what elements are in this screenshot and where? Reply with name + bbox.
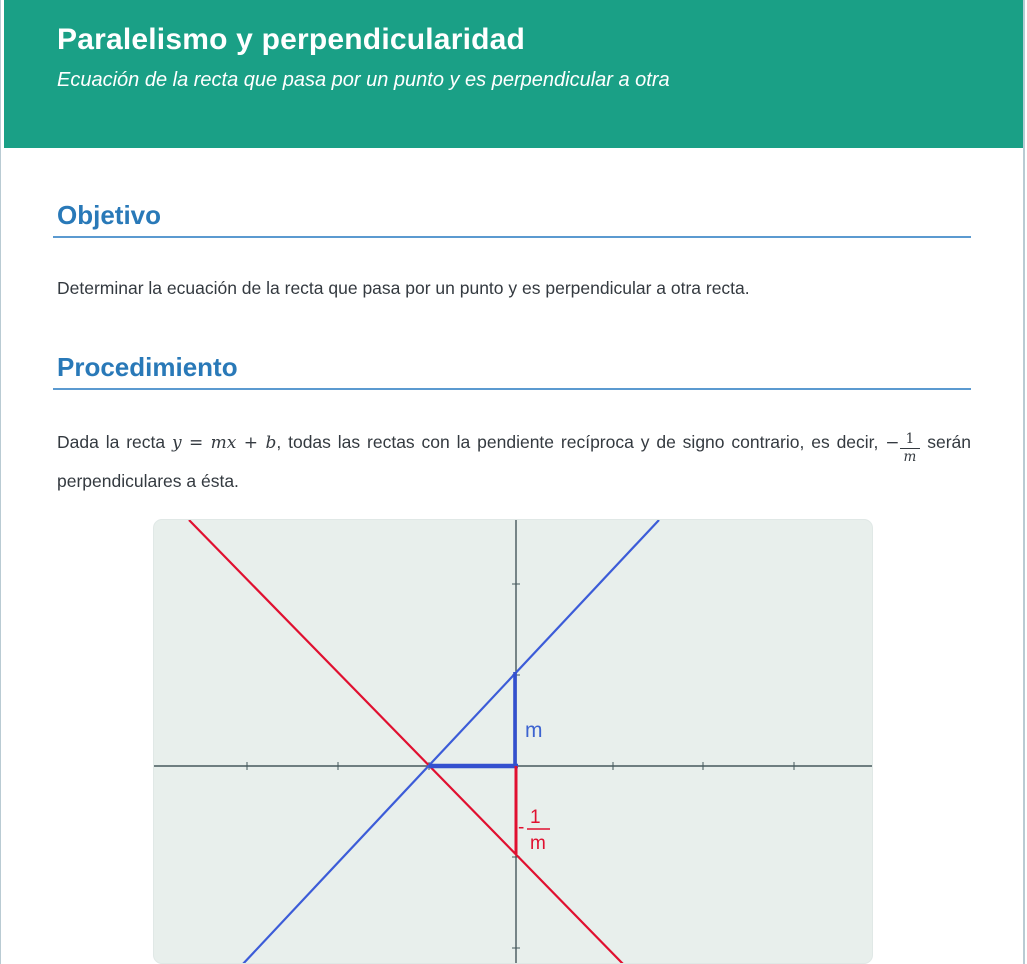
page-right-border (1023, 0, 1025, 964)
procedimiento-text-after: serán perpendiculares a ésta. (57, 432, 971, 491)
fraction-denominator: m (903, 449, 917, 465)
heading-underline-objetivo (53, 236, 971, 238)
objetivo-paragraph: Determinar la ecuación de la recta que pasa por un punto y es perpendicular a otra recta. (57, 278, 750, 298)
page-title: Paralelismo y perpendicularidad (57, 23, 526, 56)
inline-math-equation: y = mx + b (172, 433, 277, 453)
header-banner (4, 0, 1023, 148)
page-subtitle: Ecuación de la recta que pasa por un punto y es perpendicular a otra (57, 69, 670, 91)
fraction-numerator: 1 (900, 432, 921, 449)
red-minus-sign: - (518, 817, 525, 838)
red-fraction-numerator: 1 (530, 807, 541, 828)
section-heading-procedimiento: Procedimiento (57, 352, 238, 382)
inline-math-minus: − (885, 433, 900, 453)
section-heading-objetivo: Objetivo (57, 200, 162, 230)
blue-slope-line (242, 520, 659, 964)
inline-math-fraction (900, 432, 921, 464)
figure-perpendicular-lines (153, 519, 873, 964)
page-left-border (0, 0, 1, 964)
blue-slope-label: m (525, 719, 543, 742)
red-fraction-denominator: m (530, 833, 546, 854)
heading-underline-procedimiento (53, 388, 971, 390)
procedimiento-paragraph (57, 426, 971, 497)
procedimiento-text-before: Dada la recta (57, 432, 172, 452)
procedimiento-text-middle: , todas las rectas con la pendiente recíproca y de signo contrario, es decir, (276, 432, 886, 452)
red-slope-label (518, 807, 550, 854)
plot-canvas (154, 520, 873, 964)
red-perpendicular-line (189, 520, 624, 964)
